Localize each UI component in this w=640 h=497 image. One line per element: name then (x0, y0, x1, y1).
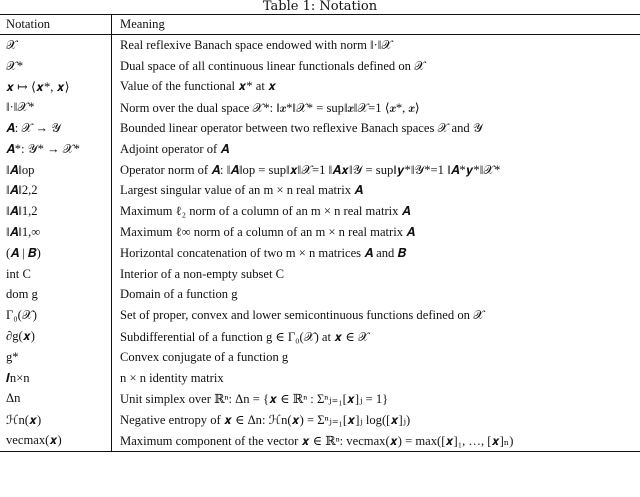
notation-cell: g* (0, 347, 112, 368)
notation-cell: dom g (0, 285, 112, 306)
header-notation: Notation (0, 15, 112, 35)
meaning-cell: Operator norm of 𝑨: ‖𝑨‖op = sup‖𝒙‖𝒳=1 ‖𝑨𝒙‖𝒴 = sup‖𝒚*‖𝒴*=1 ‖𝑨*𝒚*‖𝒳* (120, 162, 501, 177)
table-row (0, 430, 640, 451)
meaning-cell: Horizontal concatenation of two m × n matrices 𝑨 and 𝑩 (120, 245, 407, 260)
meaning-cell: Real reflexive Banach space endowed with norm ‖·‖𝒳 (120, 37, 393, 52)
header-meaning: Meaning (120, 17, 165, 31)
table-row (0, 35, 640, 56)
notation-cell: 𝑨: 𝒳 → 𝒴 (0, 118, 112, 139)
meaning-cell: Maximum ℓ∞ norm of a column of an m × n real matrix 𝑨 (120, 225, 415, 240)
meaning-cell: Largest singular value of an m × n real matrix 𝑨 (120, 183, 363, 198)
notation-cell: 𝒙 ↦ ⟨𝒙*, 𝒙⟩ (0, 77, 112, 98)
table-caption: Table 1: Notation (262, 0, 378, 14)
notation-cell: ‖·‖𝒳* (0, 97, 112, 118)
table-row (0, 56, 640, 77)
meaning-cell: n × n identity matrix (120, 370, 224, 385)
table-row (0, 305, 640, 326)
meaning-cell: Interior of a non-empty subset C (120, 266, 285, 281)
meaning-cell: Bounded linear operator between two reflexive Banach spaces 𝒳 and 𝒴 (120, 121, 483, 136)
meaning-cell: Adjoint operator of 𝑨 (120, 141, 230, 156)
meaning-cell: Subdifferential of a function g ∈ Γ₀(𝒳) at 𝒙 ∈ 𝒳 (120, 329, 369, 344)
notation-table (0, 14, 640, 452)
notation-cell: 𝒳* (0, 56, 112, 77)
table-row (0, 243, 640, 264)
meaning-cell: Dual space of all continuous linear functionals defined on 𝒳 (120, 58, 425, 73)
table-row (0, 77, 640, 98)
meaning-cell: Set of proper, convex and lower semicontinuous functions defined on 𝒳 (120, 308, 484, 323)
notation-cell: 𝑰n×n (0, 368, 112, 389)
notation-cell: vecmax(𝒙) (0, 430, 112, 451)
notation-cell: ℋn(𝒙) (0, 409, 112, 430)
meaning-cell: Unit simplex over ℝⁿ: Δn = {𝒙 ∈ ℝⁿ : Σⁿⱼ₌₁[𝒙]ⱼ = 1} (120, 391, 389, 406)
table-row (0, 326, 640, 347)
notation-cell: ∂g(𝒙) (0, 326, 112, 347)
notation-cell: 𝑨*: 𝒴* → 𝒳* (0, 139, 112, 160)
table-row (0, 347, 640, 368)
meaning-cell: Convex conjugate of a function g (120, 349, 289, 364)
notation-cell: ‖𝑨‖1,∞ (0, 222, 112, 243)
meaning-cell: Maximum component of the vector 𝒙 ∈ ℝⁿ: vecmax(𝒙) = max([𝒙]₁, …, [𝒙]ₙ) (120, 433, 514, 448)
notation-cell: ‖𝑨‖2,2 (0, 181, 112, 202)
table-row (0, 139, 640, 160)
table-row (0, 160, 640, 181)
table-header-row (0, 15, 640, 35)
table-row (0, 389, 640, 410)
meaning-cell: Domain of a function g (120, 287, 238, 302)
table-row (0, 409, 640, 430)
table-row (0, 285, 640, 306)
notation-cell: int C (0, 264, 112, 285)
meaning-cell: Maximum ℓ₂ norm of a column of an m × n real matrix 𝑨 (120, 204, 411, 219)
table-row (0, 97, 640, 118)
notation-cell: 𝒳 (0, 35, 112, 56)
notation-cell: ‖𝑨‖1,2 (0, 201, 112, 222)
notation-cell: Δn (0, 389, 112, 410)
table-row (0, 222, 640, 243)
table-row (0, 264, 640, 285)
table-row (0, 368, 640, 389)
notation-cell: Γ₀(𝒳) (0, 305, 112, 326)
table-row (0, 181, 640, 202)
table-row (0, 118, 640, 139)
table-row (0, 201, 640, 222)
notation-cell: ‖𝑨‖op (0, 160, 112, 181)
meaning-cell: Norm over the dual space 𝒳*: ‖𝒙*‖𝒳* = sup‖𝒙‖𝒳=1 ⟨𝒙*, 𝒙⟩ (120, 100, 420, 115)
meaning-cell: Negative entropy of 𝒙 ∈ Δn: ℋn(𝒙) = Σⁿⱼ₌₁[𝒙]ⱼ log([𝒙]ⱼ) (120, 412, 411, 427)
notation-cell: (𝑨 | 𝑩) (0, 243, 112, 264)
meaning-cell: Value of the functional 𝒙* at 𝒙 (120, 79, 277, 94)
